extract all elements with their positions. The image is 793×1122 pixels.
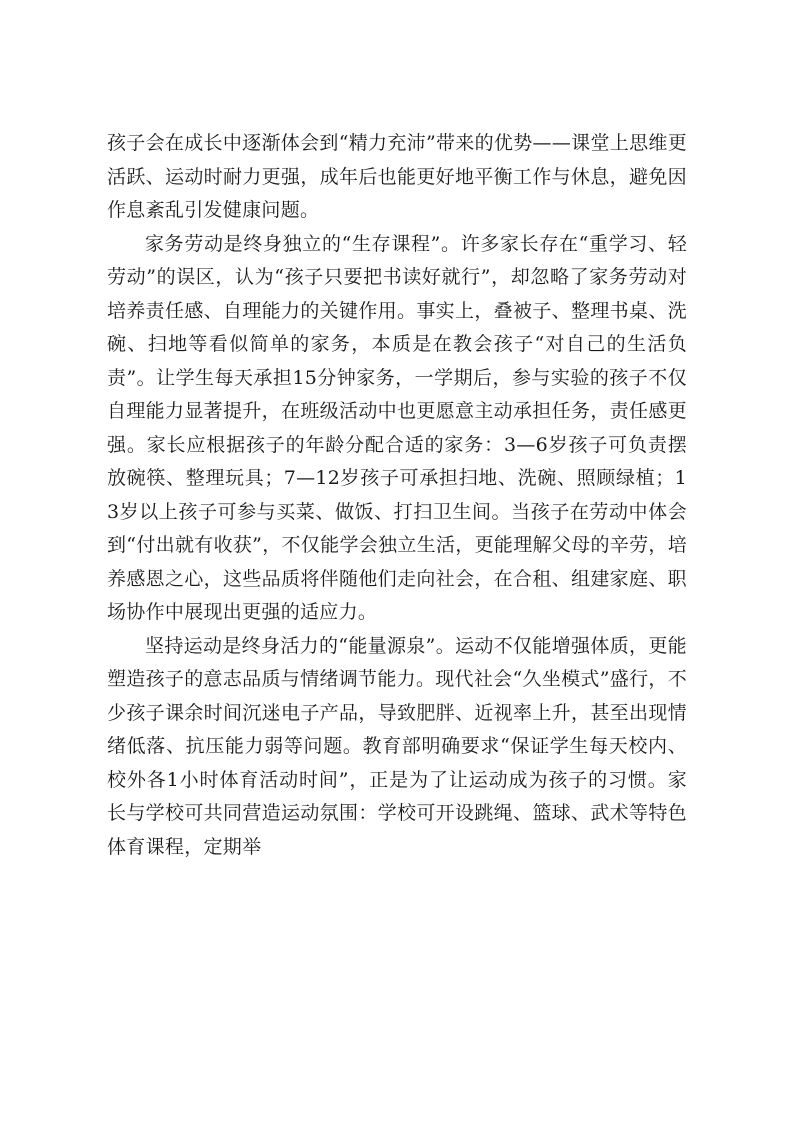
paragraph-1: 孩子会在成长中逐渐体会到“精力充沛”带来的优势——课堂上思维更活跃、运动时耐力更强，成年后也能更好地平衡工作与休息，避免因作息紊乱引发健康问题。: [107, 132, 687, 221]
paragraph-3: 坚持运动是终身活力的“能量源泉”。运动不仅能增强体质，更能塑造孩子的意志品质与情绪调节能力。现代社会“久坐模式”盛行，不少孩子课余时间沉迷电子产品，导致肥胖、近视率上升，甚至出现情绪低落、抗压能力弱等问题。教育部明确要求“保证学生每天校内、校外各1小时体育活动时间”，正是为了让运动成为孩子的习惯。家长与学校可共同营造运动氛围：学校可开设跳绳、篮球、武术等特色体育课程，定期举: [107, 634, 687, 858]
paragraph-2: 家务劳动是终身独立的“生存课程”。许多家长存在“重学习、轻劳动”的误区，认为“孩子只要把书读好就行”，却忽略了家务劳动对培养责任感、自理能力的关键作用。事实上，叠被子、整理书桌、洗碗、扫地等看似简单的家务，本质是在教会孩子“对自己的生活负责”。让学生每天承担15分钟家务，一学期后，参与实验的孩子不仅自理能力显著提升，在班级活动中也更愿意主动承担任务，责任感更强。家长应根据孩子的年龄分配合适的家务：3—6岁孩子可负责摆放碗筷、整理玩具；7—12岁孩子可承担扫地、洗碗、照顾绿植；13岁以上孩子可参与买菜、做饭、打扫卫生间。当孩子在劳动中体会到“付出就有收获”，不仅能学会独立生活，更能理解父母的辛劳，培养感恩之心，这些品质将伴随他们走向社会，在合租、组建家庭、职场协作中展现出更强的适应力。: [107, 232, 687, 623]
document-body: [107, 127, 687, 864]
